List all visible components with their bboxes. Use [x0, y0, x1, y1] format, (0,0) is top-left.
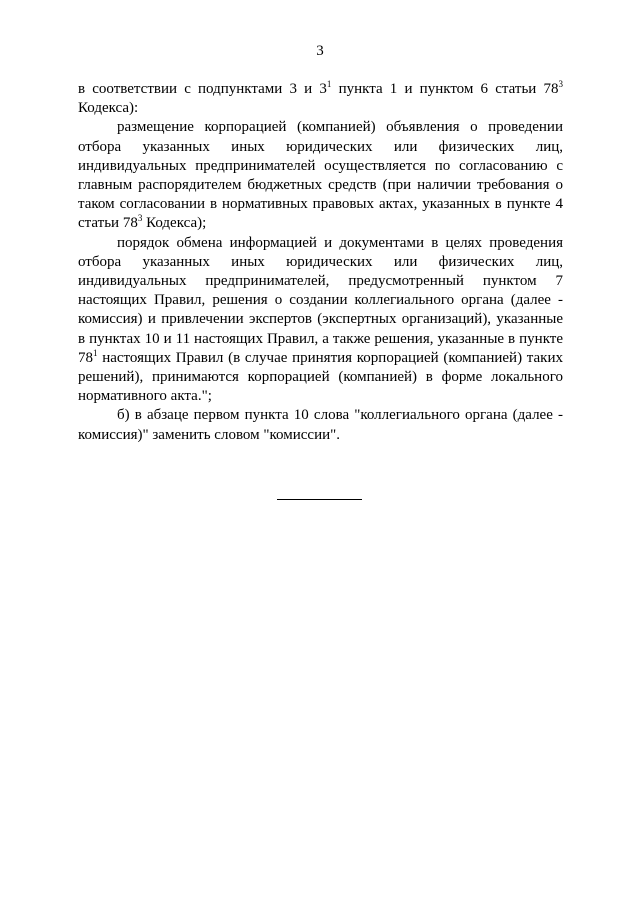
- text-segment: пункта 1 и пунктом 6 статьи 78: [331, 81, 559, 97]
- text-segment: б) в абзаце первом пункта 10 слова "коллегиального органа (далее - комиссия)" заменить словом "комиссии".: [78, 407, 563, 443]
- superscript-index: 1: [93, 347, 98, 358]
- document-body: [78, 80, 563, 445]
- superscript-index: 3: [137, 213, 143, 224]
- paragraph: [78, 234, 563, 407]
- paragraph: [78, 406, 563, 444]
- text-segment: настоящих Правил (в случае принятия корпорацией (компанией) таких решений), принимаются корпорацией (компанией) в форме локального нормативного акта.";: [78, 349, 563, 405]
- text-segment: Кодекса);: [142, 215, 207, 232]
- text-segment: Кодекса):: [78, 100, 139, 117]
- paragraph: [78, 118, 563, 233]
- text-segment: размещение корпорацией (компанией) объявления о проведении отбора указанных иных юридических или физических лиц, индивидуальных предпринимателей осуществляется по согласованию с главным распорядителем бюджетных средств (при наличии требования о таком согласовании в нормативных правовых актах, указанных в пункте 4 статьи 78: [78, 119, 563, 232]
- superscript-index: 3: [558, 79, 564, 89]
- paragraph: [78, 80, 563, 118]
- text-segment: в соответствии с подпунктами 3 и 3: [78, 81, 327, 97]
- superscript-index: 1: [326, 79, 332, 89]
- page-number: 3: [316, 43, 324, 59]
- closing-separator-line: [277, 499, 362, 500]
- text-segment: порядок обмена информацией и документами в целях проведения отбора указанных иных юридических или физических лиц, индивидуальных предпринимателей, предусмотренный пунктом 7 настоящих Правил, решения о создании коллегиального органа (далее - комиссия) и привлечении экспертов (экспертных организаций), указанные в пунктах 10 и 11 настоящих Правил, а также решения, указанные в пункте 78: [78, 234, 563, 366]
